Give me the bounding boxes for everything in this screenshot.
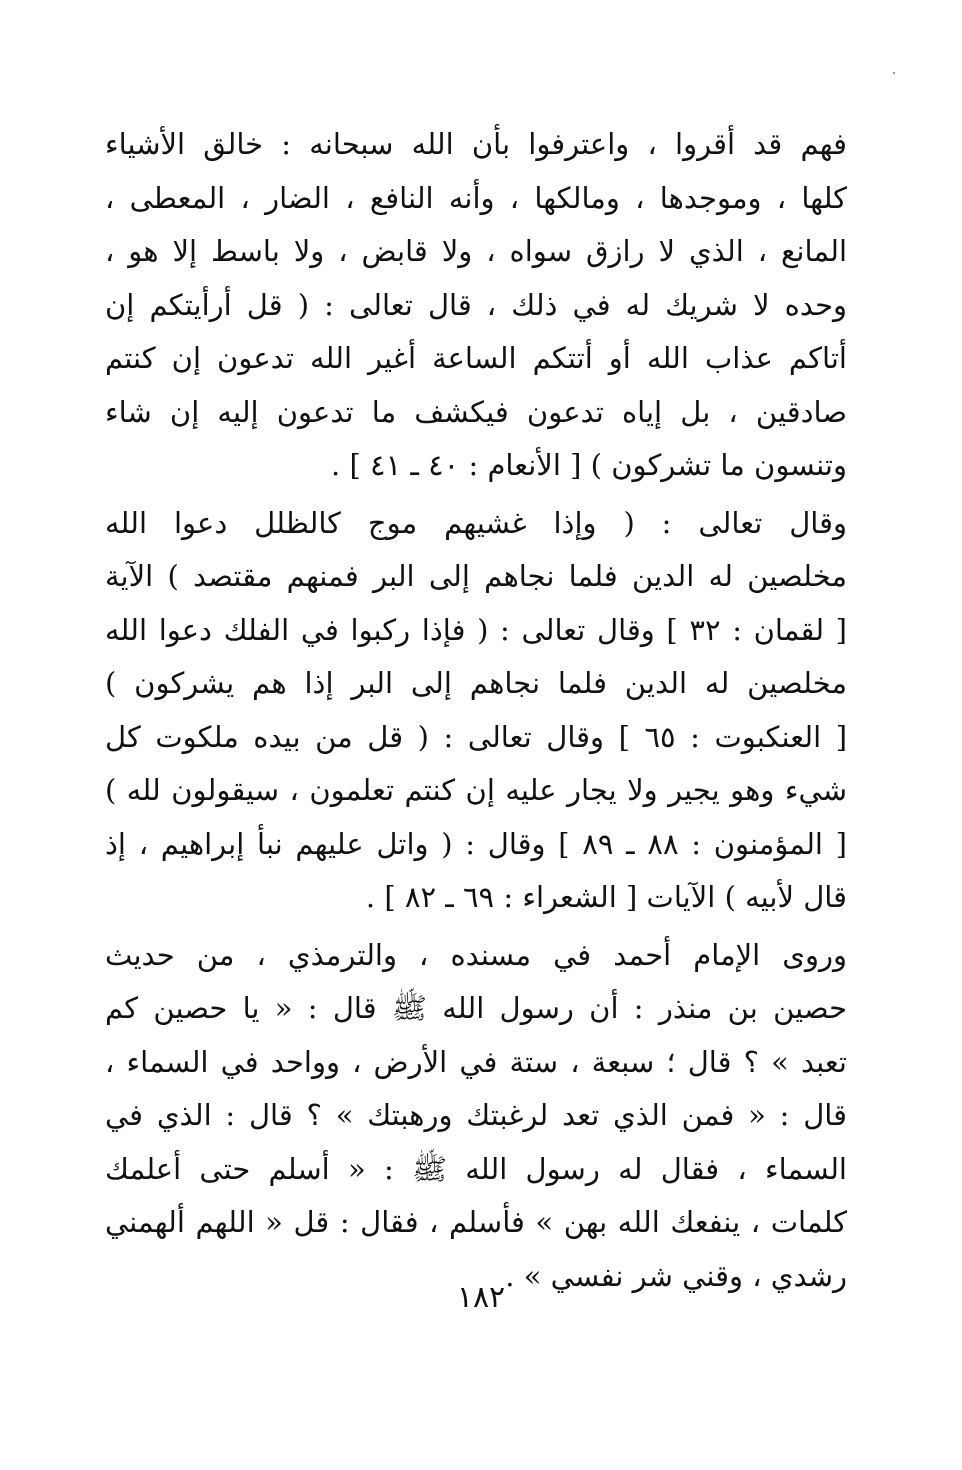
text-line: صادقين ، بل إياه تدعون فيكشف ما تدعون إليه إن شاء (105, 394, 847, 429)
text-line: فهم قد أقروا ، واعترفوا بأن الله سبحانه : خالق الأشياء (105, 127, 847, 161)
text-line: مخلصين له الدين فلما نجاهم إلى البر إذا هم يشركون ) (105, 666, 847, 700)
text-line: شيء وهو يجير ولا يجار عليه إن كنتم تعلمون ، سيقولون لله ) (105, 773, 847, 807)
text-line: كلها ، وموجدها ، ومالكها ، وأنه النافع ، الضار ، المعطى ، (105, 180, 847, 215)
text-line: [ المؤمنون : ٨٨ ـ ٨٩ ] وقال : ( واتل عليهم نبأ إبراهيم ، إذ (105, 826, 847, 861)
text-line: قال لأبيه ) الآيات [ الشعراء : ٦٩ ـ ٨٢ ] . (365, 880, 847, 914)
page-number: ١٨٢ (456, 1280, 506, 1315)
text-line: رشدي ، وقني شر نفسي » . (505, 1258, 847, 1293)
body-text (105, 118, 847, 1303)
text-line: وتنسون ما تشركون ) [ الأنعام : ٤٠ ـ ٤١ ] . (331, 448, 847, 482)
text-line: حصين بن منذر : أن رسول الله ﷺ قال : « يا حصين كم (105, 991, 847, 1025)
text-line: السماء ، فقال له رسول الله ﷺ : « أسلم حتى أعلمك (105, 1151, 847, 1186)
text-line: [ العنكبوت : ٦٥ ] وقال تعالى : ( قل من بيده ملكوت كل (105, 719, 847, 754)
text-line: وروى الإمام أحمد في مسنده ، والترمذي ، من حديث (105, 937, 847, 972)
text-line: المانع ، الذي لا رازق سواه ، ولا قابض ، ولا باسط إلا هو ، (105, 234, 847, 268)
paragraph-1 (105, 118, 847, 493)
text-line: تعبد » ؟ قال ؛ سبعة ، ستة في الأرض ، وواحد في السماء ، (105, 1044, 847, 1079)
text-line: مخلصين له الدين فلما نجاهم إلى البر فمنهم مقتصد ) الآية (105, 559, 847, 593)
text-line: كلمات ، ينفعك الله بهن » فأسلم ، فقال : قل « اللهم ألهمني (105, 1205, 847, 1239)
text-line: أتاكم عذاب الله أو أتتكم الساعة أغير الله تدعون إن كنتم (105, 341, 847, 375)
text-line: وقال تعالى : ( وإذا غشيهم موج كالظلل دعوا الله (105, 505, 847, 540)
paragraph-2 (105, 497, 847, 925)
text-line: [ لقمان : ٣٢ ] وقال تعالى : ( فإذا ركبوا في الفلك دعوا الله (105, 612, 847, 647)
paragraph-3 (105, 929, 847, 1304)
text-line: قال : « فمن الذي تعد لرغبتك ورهبتك » ؟ قال : الذي في (105, 1098, 847, 1132)
text-line: وحده لا شريك له في ذلك ، قال تعالى : ( قل أرأيتكم إن (105, 287, 847, 322)
scan-speck (893, 72, 895, 74)
